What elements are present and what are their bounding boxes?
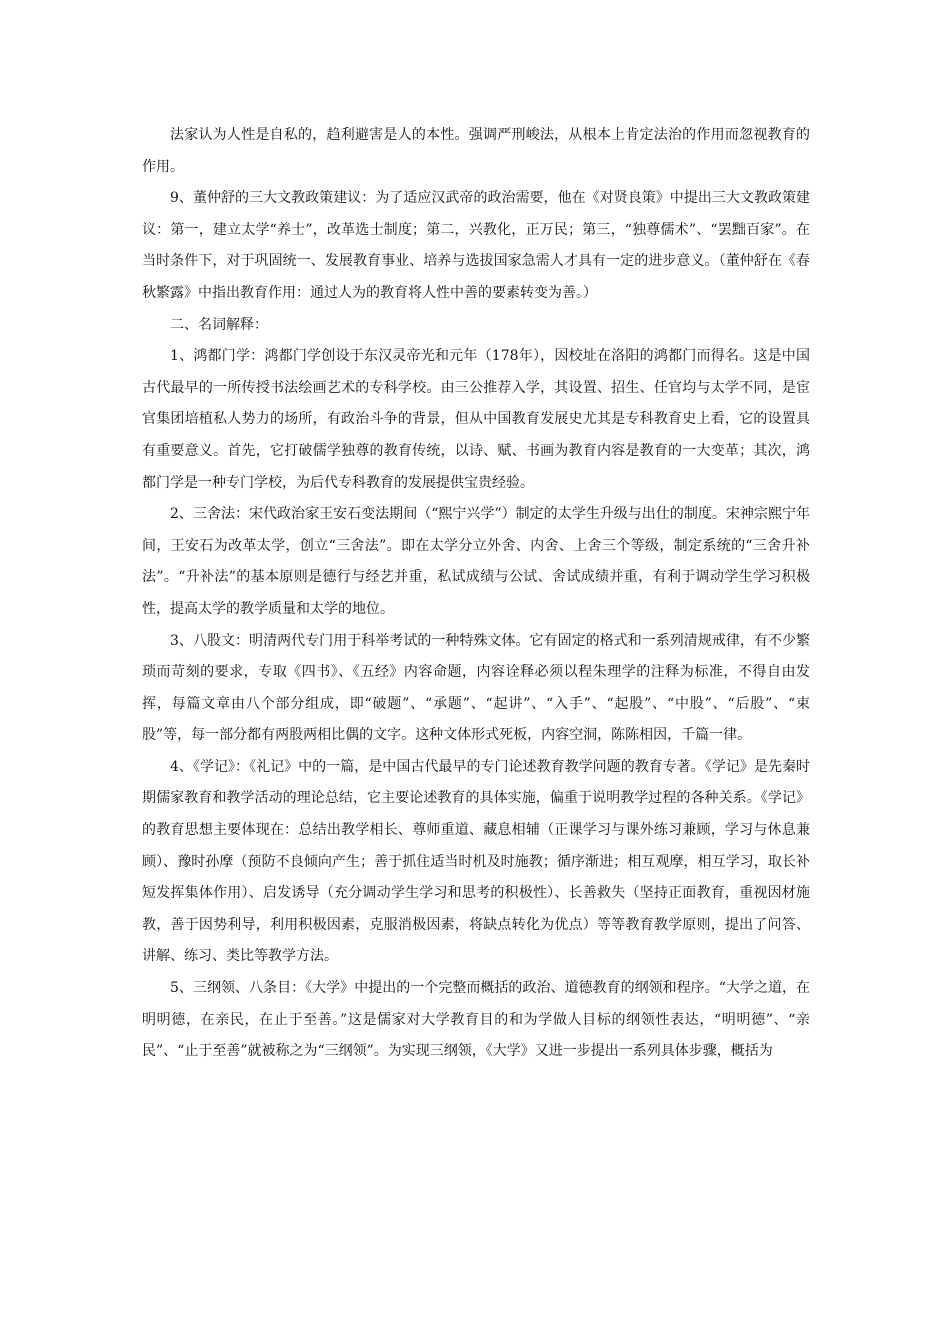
paragraph-hongdu-school: 1、鸿都门学：鸿都门学创设于东汉灵帝光和元年（178年），因校址在洛阳的鸿都门而得名。这是中国古代最早的一所传授书法绘画艺术的专科学校。由三公推荐入学，其设置、招生、任官均与太学不同，是宦官集团培植私人势力的场所，有政治斗争的背景，但从中国教育发展史尤其是专科教育史上看，它的设置具有重要意义。首先，它打破儒学独尊的教育传统，以诗、赋、书画为教育内容是教育的一大变革；其次，鸿都门学是一种专门学校，为后代专科教育的发展提供宝贵经验。 xyxy=(142,348,810,491)
section-heading-term-definitions: 二、名词解释： xyxy=(170,316,268,333)
paragraph-dong-zhongshu-policies: 9、董仲舒的三大文教政策建议：为了适应汉武帝的政治需要，他在《对贤良策》中提出三大文教政策建议：第一，建立太学“养士”，改革选士制度；第二，兴教化，正万民；第三，“独尊儒术”、“罢黜百家”。在当时条件下，对于巩固统一、发展教育事业、培养与选拔国家急需人才具有一定的进步意义。（董仲舒在《春秋繁露》中指出教育作用：通过人为的教育将人性中善的要素转变为善。） xyxy=(142,190,810,301)
paragraph-eight-legged-essay: 3、八股文：明清两代专门用于科举考试的一种特殊文体。它有固定的格式和一系列清规戒律，有不少繁琐而苛刻的要求，专取《四书》、《五经》内容命题，内容诠释必须以程朱理学的注释为标准，不得自由发挥，每篇文章由八个部分组成，即“破题”、“承题”、“起讲”、“入手”、“起股”、“中股”、“后股”、“束股”等，每一部分都有两股两相比偶的文字。这种文体形式死板，内容空洞，陈陈相因，千篇一律。 xyxy=(142,632,810,744)
paragraph-xueji: 4、《学记》：《礼记》中的一篇，是中国古代最早的专门论述教育教学问题的教育专著。《学记》是先秦时期儒家教育和教学活动的理论总结，它主要论述教育的具体实施，偏重于说明教学过程的各种关系。《学记》的教育思想主要体现在：总结出教学相长、尊师重道、藏息相辅（正课学习与课外练习兼顾，学习与休息兼顾）、豫时孙摩（预防不良倾向产生；善于抓住适当时机及时施教；循序渐进；相互观摩，相互学习，取长补短发挥集体作用）、启发诱导（充分调动学生学习和思考的积极性）、长善救失（坚持正面教育，重视因材施教，善于因势利导，利用积极因素，克服消极因素，将缺点转化为优点）等等教育教学原则，提出了问答、讲解、练习、类比等教学方法。 xyxy=(142,758,810,965)
paragraph-three-principles-eight-items: 5、三纲领、八条目：《大学》中提出的一个完整而概括的政治、道德教育的纲领和程序。“大学之道，在明明德，在亲民，在止于至善。”这是儒家对大学教育目的和为学做人目标的纲领性表达，“明明德”、“亲民”、“止于至善”就被称之为“三纲领”。为实现三纲领，《大学》又进一步提出一系列具体步骤，概括为 xyxy=(142,980,810,1060)
paragraph-legalist-human-nature: 法家认为人性是自私的，趋利避害是人的本性。强调严刑峻法，从根本上肯定法治的作用而忽视教育的作用。 xyxy=(142,127,810,175)
paragraph-three-hall-system: 2、三舍法：宋代政治家王安石变法期间（“熙宁兴学”）制定的太学生升级与出仕的制度。宋神宗熙宁年间，王安石为改革太学，创立“三舍法”。即在太学分立外舍、内舍、上舍三个等级，制定系统的“三舍升补法”。“升补法”的基本原则是德行与经艺并重，私试成绩与公试、舍试成绩并重，有利于调动学生学习积极性，提高太学的教学质量和太学的地位。 xyxy=(142,506,810,617)
document-page xyxy=(142,120,810,1068)
